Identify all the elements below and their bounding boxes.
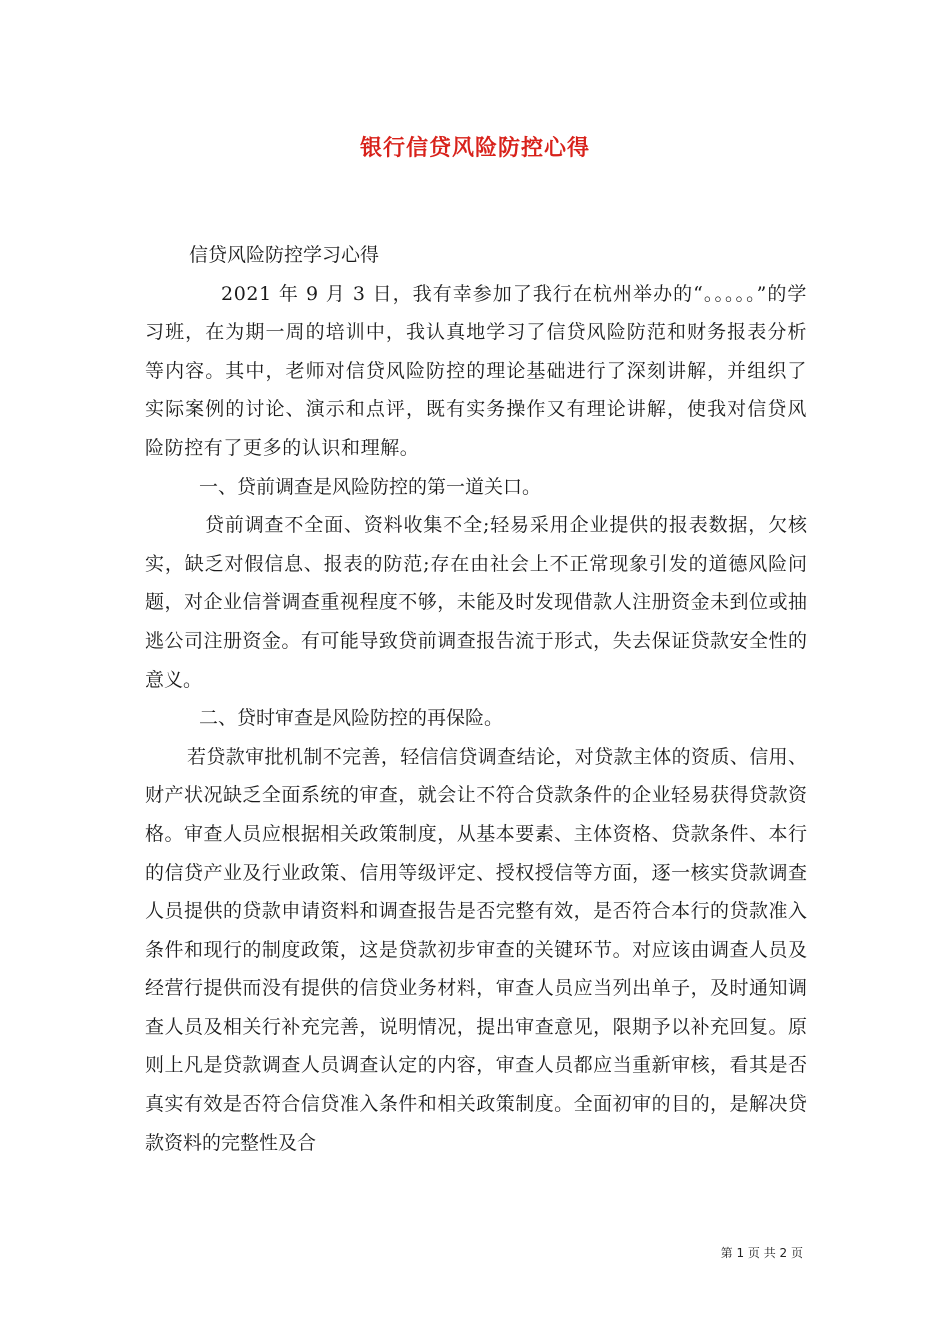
section-2-paragraph: 若贷款审批机制不完善，轻信信贷调查结论，对贷款主体的资质、信用、财产状况缺乏全面系统的审查，就会让不符合贷款条件的企业轻易获得贷款资格。审查人员应根据相关政策制度，从基本要素、主体资格、贷款条件、本行的信贷产业及行业政策、信用等级评定、授权授信等方面，逐一核实贷款调查人员提供的贷款申请资料和调查报告是否完整有效，是否符合本行的贷款准入条件和现行的制度政策，这是贷款初步审查的关键环节。对应该由调查人员及经营行提供而没有提供的信贷业务材料，审查人员应当列出单子，及时通知调查人员及相关行补充完善，说明情况，提出审查意见，限期予以补充回复。原则上凡是贷款调查人员调查认定的内容，审查人员都应当重新审核，看其是否真实有效是否符合信贷准入条件和相关政策制度。全面初审的目的，是解决贷款资料的完整性及合 <box>145 745 807 1154</box>
document-title: 银行信贷风险防控心得 <box>359 135 590 161</box>
section-1-paragraph: 贷前调查不全面、资料收集不全;轻易采用企业提供的报表数据，欠核实，缺乏对假信息、报表的防范;存在由社会上不正常现象引发的道德风险问题，对企业信誉调查重视程度不够，未能及时发现借款人注册资金未到位或抽逃公司注册资金。有可能导致贷前调查报告流于形式，失去保证贷款安全性的意义。 <box>145 514 807 691</box>
page-number-footer: 第 1 页 共 2 页 <box>720 1246 803 1260</box>
subtitle-paragraph: 信贷风险防控学习心得 <box>189 244 380 266</box>
section-heading-1: 一、贷前调查是风险防控的第一道关口。 <box>199 475 542 498</box>
intro-paragraph: 2021 年 9 月 3 日，我有幸参加了我行在杭州举办的“。。。。。”的学习班，在为期一周的培训中，我认真地学习了信贷风险防范和财务报表分析等内容。其中，老师对信贷风险防控的理论基础进行了深刻讲解，并组织了实际案例的讨论、演示和点评，既有实务操作又有理论讲解，使我对信贷风险防控有了更多的认识和理解。 <box>145 282 807 459</box>
document-body <box>145 236 807 1162</box>
section-heading-2: 二、贷时审查是风险防控的再保险。 <box>199 707 504 730</box>
